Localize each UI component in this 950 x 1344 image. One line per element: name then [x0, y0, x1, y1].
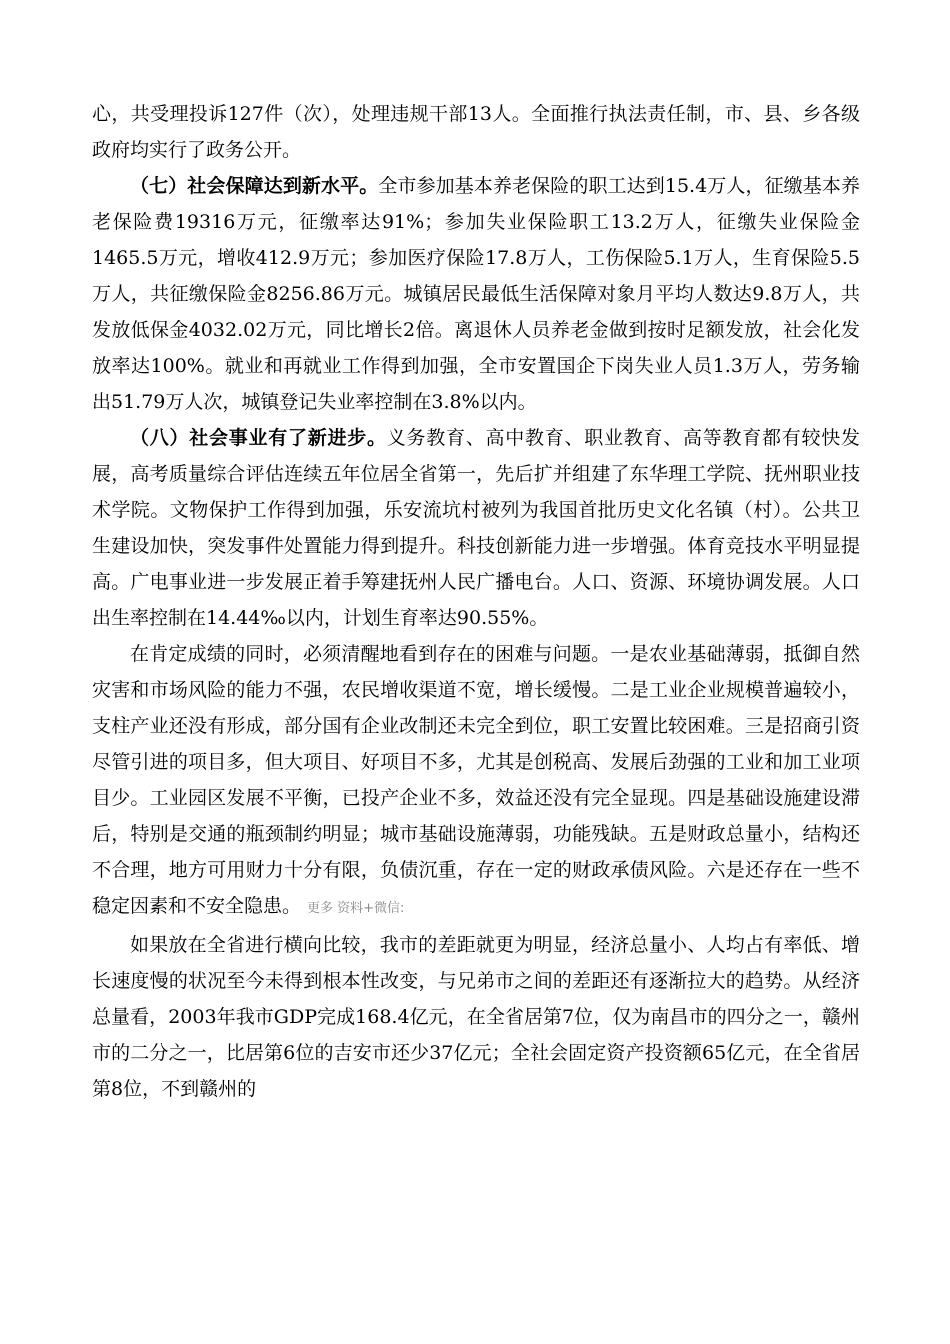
- paragraph-social-undertakings: [92, 420, 860, 636]
- section-heading-eight: （八）社会事业有了新进步。: [130, 427, 387, 449]
- section-heading-seven: （七）社会保障达到新水平。: [130, 175, 379, 197]
- paragraph-problems: [92, 636, 860, 927]
- paragraph-text: 如果放在全省进行横向比较，我市的差距就更为明显，经济总量小、人均占有率低、增长速度慢的状况至今未得到根本性改变，与兄弟市之间的差距还有逐渐拉大的趋势。从经济总量看，2003年我市GDP完成168.4亿元，在全省居第7位，仅为南昌市的四分之一，赣州市的二分之一，比居第6位的吉安市还少37亿元；全社会固定资产投资额65亿元，在全省居第8位，不到赣州的: [92, 934, 860, 1100]
- paragraph-continuation: [92, 96, 860, 168]
- paragraph-social-security: [92, 168, 860, 420]
- document-page: [92, 96, 860, 1107]
- paragraph-text: 在肯定成绩的同时，必须清醒地看到存在的困难与问题。一是农业基础薄弱，抵御自然灾害和市场风险的能力不强，农民增收渠道不宽，增长缓慢。二是工业企业规模普遍较小，支柱产业还没有形成，部分国有企业改制还未完全到位，职工安置比较困难。三是招商引资尽管引进的项目多，但大项目、好项目不多，尤其是创税高、发展后劲强的工业和加工业项目少。工业园区发展不平衡，已投产企业不多，效益还没有完全显现。四是基础设施建设滞后，特别是交通的瓶颈制约明显；城市基础设施薄弱，功能残缺。五是财政总量小，结构还不合理，地方可用财力十分有限，负债沉重，存在一定的财政承债风险。六是还存在一些不稳定因素和不安全隐患。: [92, 643, 860, 917]
- watermark-text: 更多 资料+微信:: [307, 901, 405, 916]
- paragraph-text: 心，共受理投诉127件（次），处理违规干部13人。全面推行执法责任制，市、县、乡各级政府均实行了政务公开。: [92, 103, 860, 161]
- paragraph-text: 全市参加基本养老保险的职工达到15.4万人，征缴基本养老保险费19316万元，征缴率达91%；参加失业保险职工13.2万人，征缴失业保险金1465.5万元，增收412.9万元；参加医疗保险17.8万人，工伤保险5.1万人，生育保险5.5万人，共征缴保险金8256.86万元。城镇居民最低生活保障对象月平均人数达9.8万人，共发放低保金4032.02万元，同比增长2倍。离退休人员养老金做到按时足额发放，社会化发放率达100%。就业和再就业工作得到加强，全市安置国企下岗失业人员1.3万人，劳务输出51.79万人次，城镇登记失业率控制在3.8%以内。: [92, 175, 860, 413]
- paragraph-comparison: [92, 927, 860, 1107]
- paragraph-text: 义务教育、高中教育、职业教育、高等教育都有较快发展，高考质量综合评估连续五年位居全省第一，先后扩并组建了东华理工学院、抚州职业技术学院。文物保护工作得到加强，乐安流坑村被列为我国首批历史文化名镇（村）。公共卫生建设加快，突发事件处置能力得到提升。科技创新能力进一步增强。体育竞技水平明显提高。广电事业进一步发展正着手筹建抚州人民广播电台。人口、资源、环境协调发展。人口出生率控制在14.44‰以内，计划生育率达90.55%。: [92, 427, 860, 629]
